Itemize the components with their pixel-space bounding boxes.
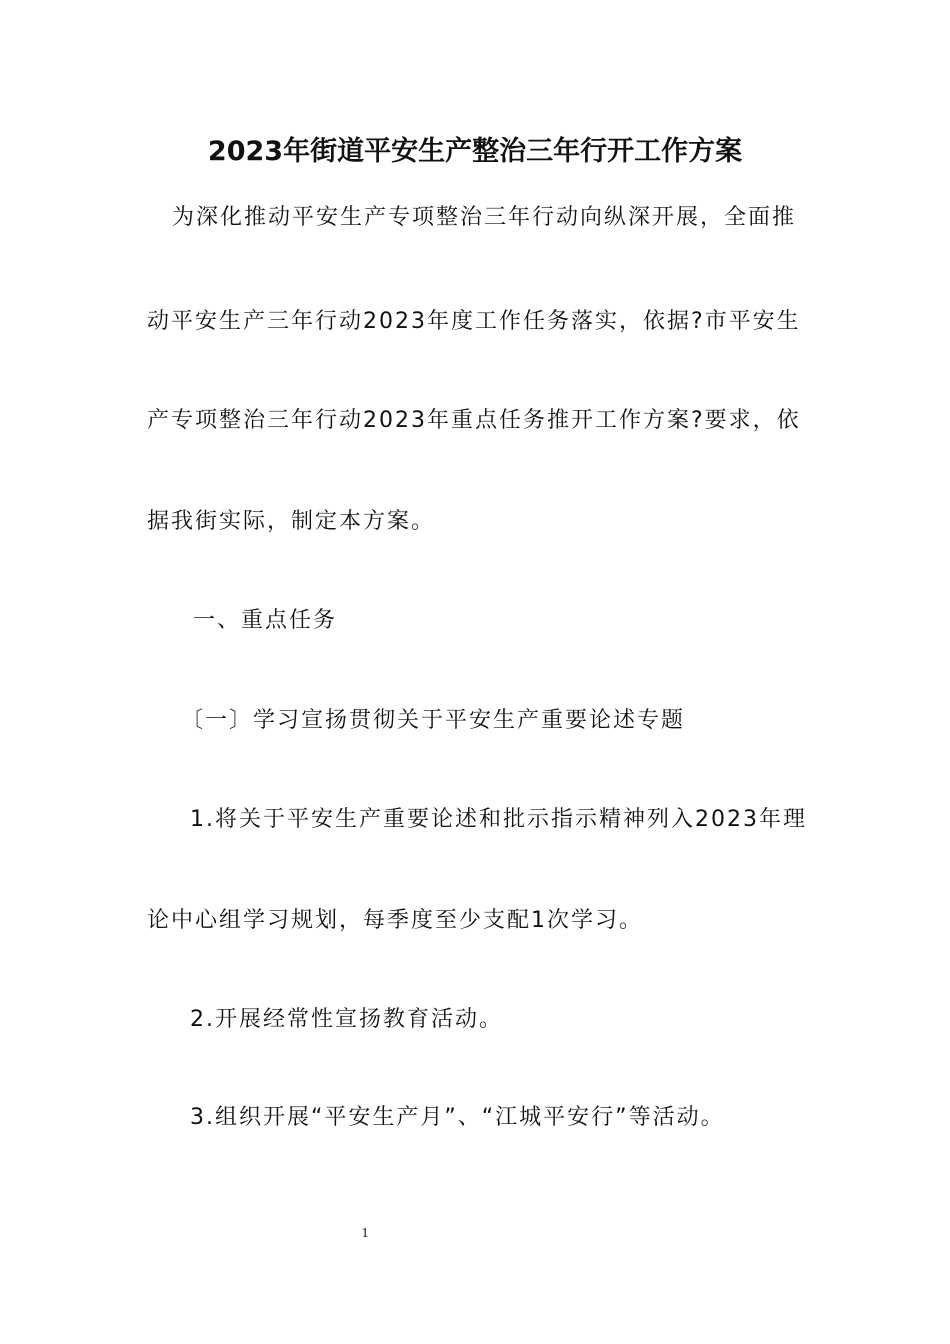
section-heading: 一、重点任务 bbox=[193, 608, 338, 633]
paragraph-intro-line-1: 为深化推动平安生产专项整治三年行动向纵深开展，全面推 bbox=[172, 205, 797, 230]
subsection-heading: 〔一〕学习宣扬贯彻关于平安生产重要论述专题 bbox=[181, 708, 686, 733]
paragraph-intro-line-2: 动平安生产三年行动2023年度工作任务落实，依据?市平安生 bbox=[147, 309, 801, 334]
item-1-line-2: 论中心组学习规划，每季度至少支配1次学习。 bbox=[147, 908, 643, 933]
item-1-line-1: 1.将关于平安生产重要论述和批示指示精神列入2023年理 bbox=[190, 807, 807, 832]
page-number: 1 bbox=[361, 1226, 369, 1241]
item-3: 3.组织开展“平安生产月”、“江城平安行”等活动。 bbox=[190, 1105, 725, 1130]
item-2: 2.开展经常性宣扬教育活动。 bbox=[190, 1007, 503, 1032]
document-title: 2023年街道平安生产整治三年行开工作方案 bbox=[207, 136, 743, 167]
paragraph-intro-line-3: 产专项整治三年行动2023年重点任务推开工作方案?要求，依 bbox=[147, 408, 801, 433]
paragraph-intro-line-4: 据我街实际，制定本方案。 bbox=[147, 509, 436, 534]
